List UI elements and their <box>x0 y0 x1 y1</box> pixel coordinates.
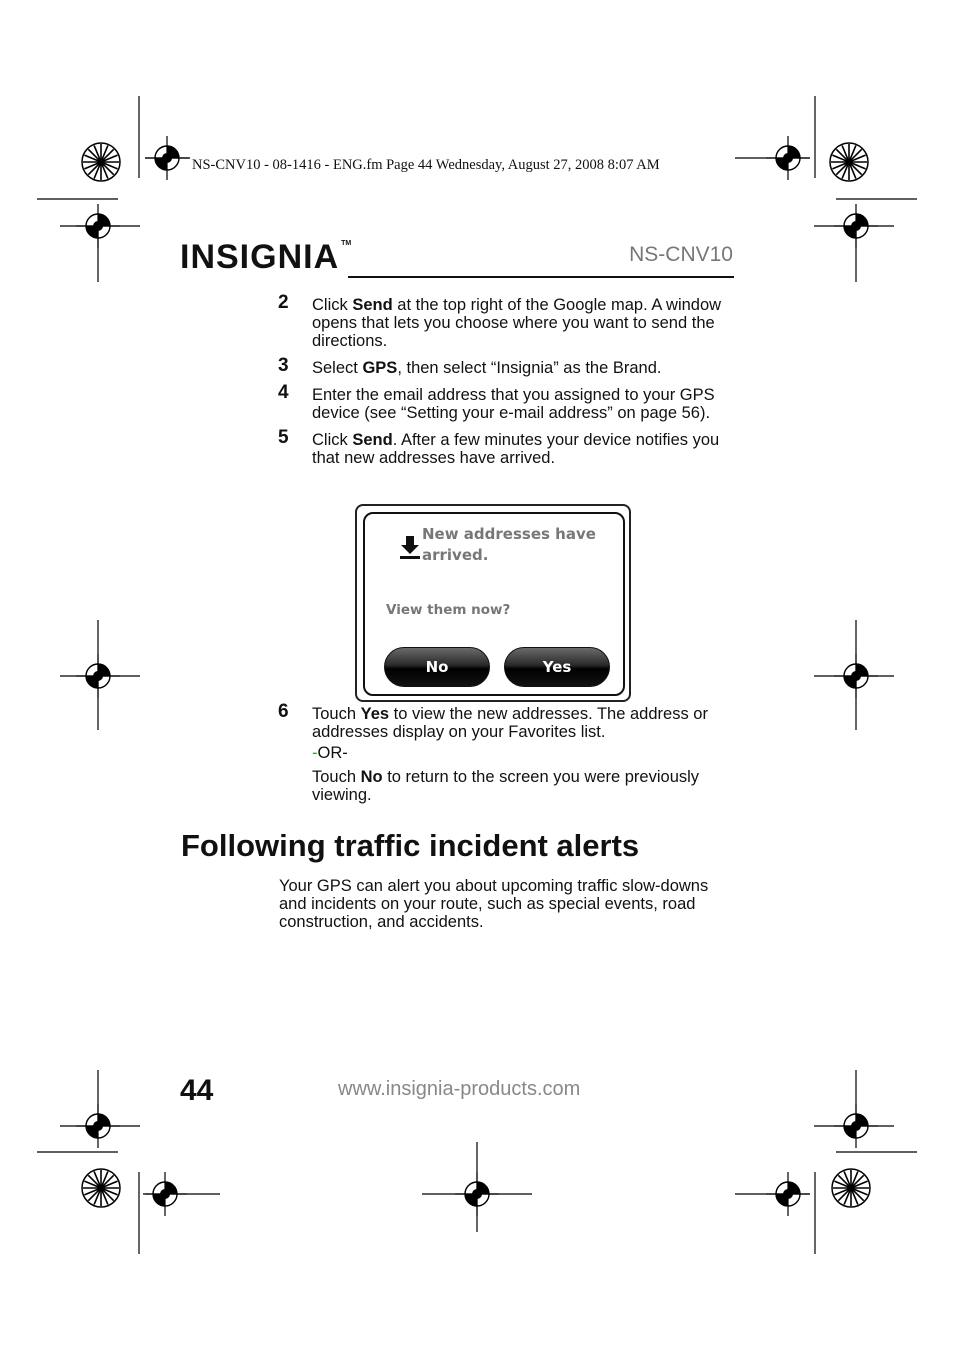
step-bold: Yes <box>360 705 390 723</box>
header-rule <box>348 276 734 278</box>
step-bold: GPS <box>362 359 398 377</box>
step-number: 3 <box>278 355 289 376</box>
step-number: 5 <box>278 427 289 448</box>
or-text: OR- <box>317 744 348 762</box>
step-3 <box>278 355 738 377</box>
step-text: Click <box>312 431 353 449</box>
step-bold: Send <box>352 431 393 449</box>
step-text: , then select “Insignia” as the Brand. <box>397 359 662 377</box>
or-separator <box>278 744 738 762</box>
section-heading: Following traffic incident alerts <box>181 828 640 863</box>
step-4 <box>278 382 738 422</box>
step-text: Touch <box>312 768 361 786</box>
step-text: Select <box>312 359 363 377</box>
step-text: to return to the screen you were previously viewing. <box>312 768 700 804</box>
step-number: 4 <box>278 382 289 403</box>
trademark: TM <box>341 240 352 247</box>
step-number: 6 <box>278 701 289 722</box>
no-button[interactable]: No <box>384 647 490 687</box>
insignia-logo <box>180 238 351 277</box>
file-slug: NS-CNV10 - 08-1416 - ENG.fm Page 44 Wednesday, August 27, 2008 8:07 AM <box>192 157 660 173</box>
gps-question: View them now? <box>386 602 511 618</box>
steps-list <box>278 292 738 476</box>
step-text: Click <box>312 296 353 314</box>
model-number: NS-CNV10 <box>629 243 733 266</box>
step-text: . After a few minutes your device notifies you that new addresses have arrived. <box>312 431 720 467</box>
step-6-alt <box>278 768 738 804</box>
gps-frame <box>355 504 631 702</box>
step-text: at the top right of the Google map. A window opens that lets you choose where you want to send the directions. <box>312 296 722 350</box>
step-number: 2 <box>278 292 289 313</box>
step-text: Enter the email address that you assigned to your GPS device (see “Setting your e-mail address” on page 56). <box>312 386 715 422</box>
step-6-block <box>278 701 738 813</box>
yes-button[interactable]: Yes <box>504 647 610 687</box>
step-bold: No <box>360 768 383 786</box>
gps-screenshot <box>355 504 631 702</box>
page-number: 44 <box>180 1074 214 1107</box>
footer-url: www.insignia-products.com <box>338 1078 581 1100</box>
step-2 <box>278 292 738 350</box>
gps-title: New addresses have arrived. <box>422 525 596 564</box>
step-text: to view the new addresses. The address or addresses display on your Favorites list. <box>312 705 708 741</box>
or-dash: - <box>312 744 318 762</box>
step-bold: Send <box>352 296 393 314</box>
gps-dialog <box>363 512 625 696</box>
step-6 <box>278 701 738 741</box>
download-arrow-icon <box>395 532 425 562</box>
step-5 <box>278 427 738 467</box>
section-body: Your GPS can alert you about upcoming traffic slow-downs and incidents on your route, such as special events, road construction, and accidents. <box>279 877 709 931</box>
brand-name: INSIGNIA <box>180 238 340 276</box>
step-text: Touch <box>312 705 361 723</box>
